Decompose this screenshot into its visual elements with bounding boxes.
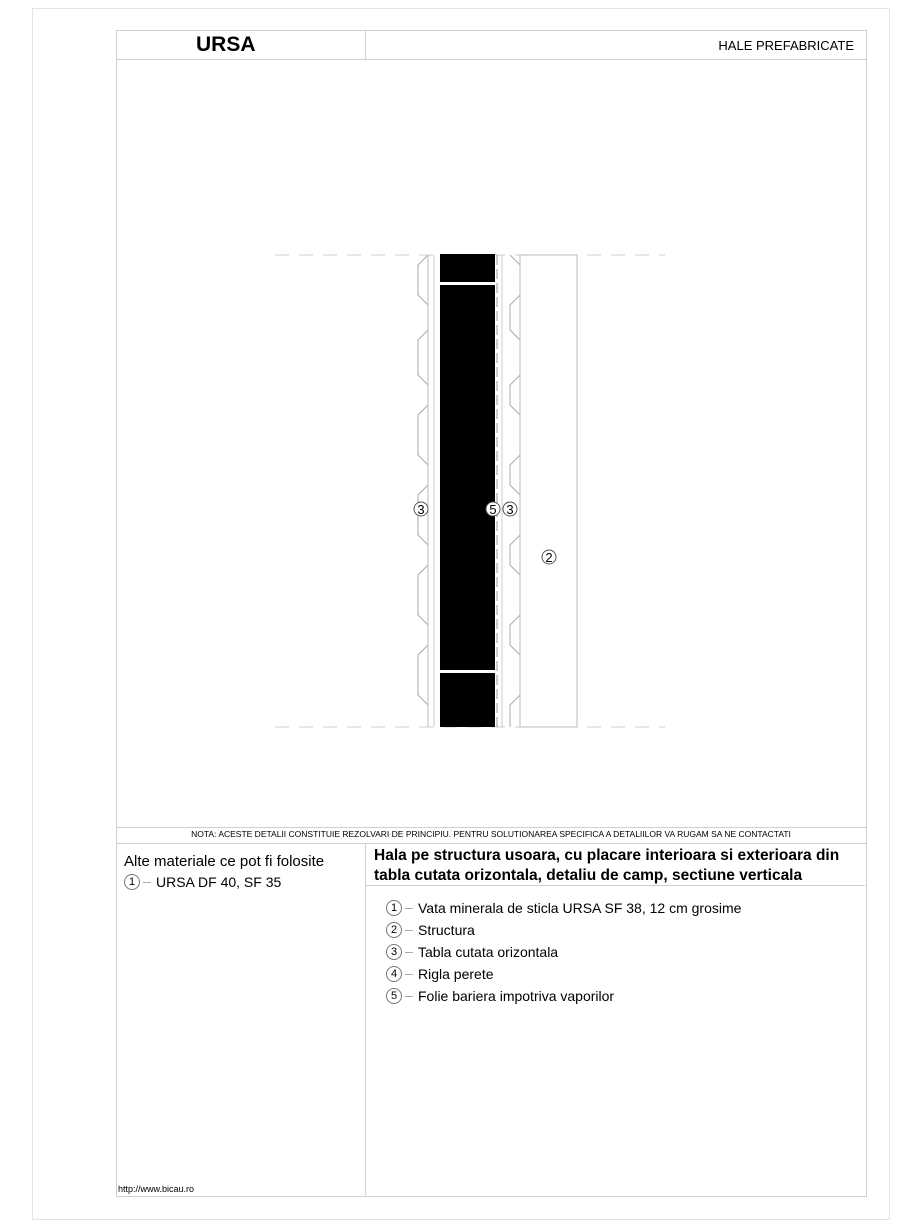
item-label: Folie bariera impotriva vaporilor — [418, 988, 615, 1004]
item-label: Tabla cutata orizontala — [418, 944, 559, 960]
item-number: 1 — [386, 900, 402, 916]
structure — [520, 255, 577, 727]
item-label: Rigla perete — [418, 966, 494, 982]
divider — [116, 843, 866, 844]
item-number: 3 — [386, 944, 402, 960]
item-label: Structura — [418, 922, 475, 938]
label-structure: 2 — [545, 550, 553, 565]
legend-item — [386, 900, 741, 916]
item-number: 2 — [386, 922, 402, 938]
legend-item — [386, 922, 475, 938]
category-title: HALE PREFABRICATE — [718, 38, 854, 53]
note: NOTA: ACESTE DETALII CONSTITUIE REZOLVARI DE PRINCIPIU. PENTRU SOLUTIONAREA SPECIFICA A DETALIILOR VA RUGAM SA NE CONTACTATI — [191, 829, 791, 839]
footer-url[interactable]: http://www.bicau.ro — [118, 1184, 195, 1194]
alternatives-heading: Alte materiale ce pot fi folosite — [124, 853, 325, 870]
divider — [116, 827, 866, 828]
legend-item — [386, 966, 494, 982]
label-left-sheet: 3 — [417, 502, 425, 517]
item-label: Vata minerala de sticla URSA SF 38, 12 cm grosime — [418, 900, 742, 916]
legend-item — [386, 988, 614, 1004]
item-number: 1 — [124, 874, 140, 890]
right-corrugated-sheet — [510, 255, 520, 727]
alternative-item — [124, 874, 281, 890]
divider — [365, 843, 366, 1195]
label-right-sheet: 3 — [506, 502, 514, 517]
item-number: 5 — [386, 988, 402, 1004]
legend-item — [386, 944, 558, 960]
item-number: 4 — [386, 966, 402, 982]
detail-title: Hala pe structura usoara, cu placare interioara si exterioara din tabla cutata orizontala, detaliu de camp, sectiune verticala — [374, 847, 840, 884]
insulation — [440, 254, 495, 727]
left-corrugated-sheet — [418, 255, 428, 727]
label-vapor: 5 — [489, 502, 497, 517]
brand-logo: URSA — [196, 33, 256, 56]
item-label: URSA DF 40, SF 35 — [156, 874, 282, 890]
